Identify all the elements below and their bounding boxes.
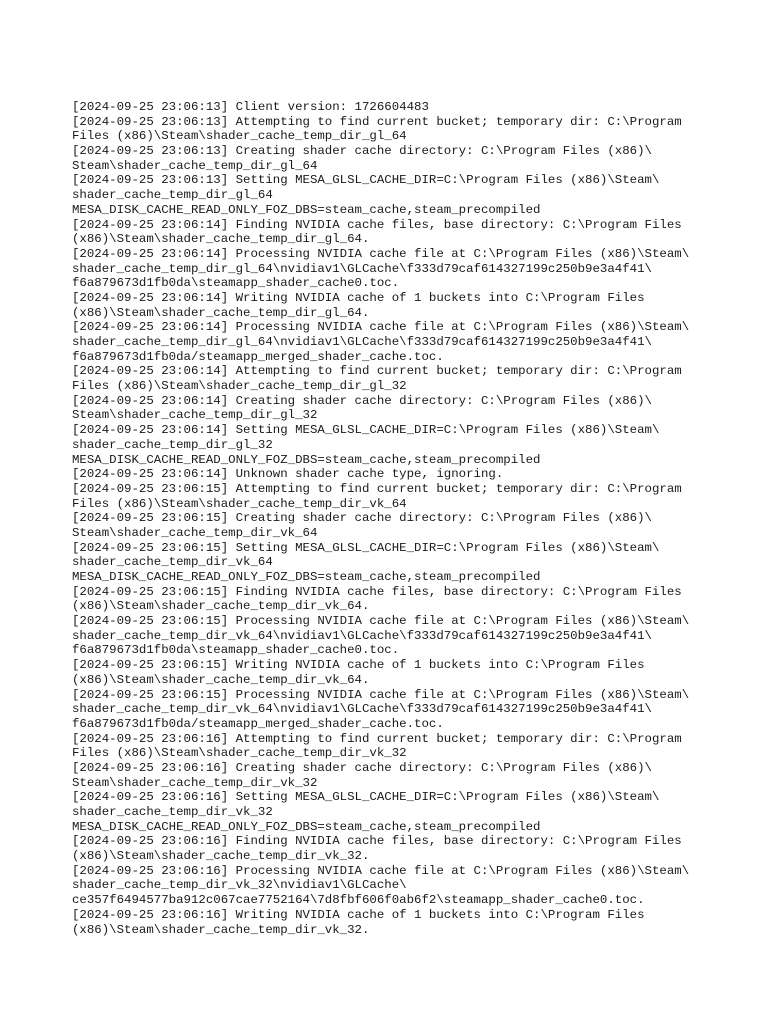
log-line: Steam\shader_cache_temp_dir_gl_64 (72, 158, 318, 173)
log-text (72, 100, 712, 937)
log-line: shader_cache_temp_dir_vk_64 (72, 555, 273, 570)
log-line: [2024-09-25 23:06:14] Finding NVIDIA cache files, base directory: C:\Program Files (72, 217, 682, 232)
log-line: [2024-09-25 23:06:13] Creating shader cache directory: C:\Program Files (x86)\ (72, 144, 652, 159)
log-line: MESA_DISK_CACHE_READ_ONLY_FOZ_DBS=steam_cache,steam_precompiled (72, 202, 541, 217)
log-line: [2024-09-25 23:06:14] Attempting to find current bucket; temporary dir: C:\Program (72, 364, 682, 379)
log-line: shader_cache_temp_dir_vk_32\nvidiav1\GLCache\ (72, 878, 407, 893)
log-line: Files (x86)\Steam\shader_cache_temp_dir_gl_32 (72, 379, 407, 394)
log-line: shader_cache_temp_dir_vk_64\nvidiav1\GLCache\f333d79caf614327199c250b9e3a4f41\ (72, 628, 652, 643)
log-line: (x86)\Steam\shader_cache_temp_dir_vk_32. (72, 849, 370, 864)
log-line: [2024-09-25 23:06:16] Creating shader cache directory: C:\Program Files (x86)\ (72, 760, 652, 775)
log-line: [2024-09-25 23:06:13] Attempting to find current bucket; temporary dir: C:\Program (72, 114, 682, 129)
log-line: shader_cache_temp_dir_vk_32 (72, 805, 273, 819)
log-line: MESA_DISK_CACHE_READ_ONLY_FOZ_DBS=steam_cache,steam_precompiled (72, 452, 541, 467)
log-line: [2024-09-25 23:06:16] Writing NVIDIA cache of 1 buckets into C:\Program Files (72, 907, 645, 922)
log-line: [2024-09-25 23:06:16] Processing NVIDIA cache file at C:\Program Files (x86)\Steam\ (72, 863, 690, 878)
log-line: (x86)\Steam\shader_cache_temp_dir_gl_64. (72, 305, 370, 320)
log-line: [2024-09-25 23:06:14] Processing NVIDIA cache file at C:\Program Files (x86)\Steam\ (72, 320, 690, 335)
log-line: shader_cache_temp_dir_gl_32 (72, 437, 273, 452)
log-line: f6a879673d1fb0da\steamapp_shader_cache0.toc. (72, 276, 400, 291)
log-line: f6a879673d1fb0da\steamapp_shader_cache0.toc. (72, 643, 400, 658)
log-line: shader_cache_temp_dir_vk_64\nvidiav1\GLCache\f333d79caf614327199c250b9e3a4f41\ (72, 702, 652, 717)
log-line: Files (x86)\Steam\shader_cache_temp_dir_vk_32 (72, 746, 407, 761)
log-line: shader_cache_temp_dir_gl_64\nvidiav1\GLCache\f333d79caf614327199c250b9e3a4f41\ (72, 335, 652, 349)
log-line: [2024-09-25 23:06:14] Creating shader cache directory: C:\Program Files (x86)\ (72, 393, 652, 408)
log-line: shader_cache_temp_dir_gl_64\nvidiav1\GLCache\f333d79caf614327199c250b9e3a4f41\ (72, 261, 652, 276)
log-line: [2024-09-25 23:06:15] Processing NVIDIA cache file at C:\Program Files (x86)\Steam\ (72, 687, 690, 702)
log-line: [2024-09-25 23:06:15] Creating shader cache directory: C:\Program Files (x86)\ (72, 511, 652, 526)
log-line: [2024-09-25 23:06:15] Attempting to find current bucket; temporary dir: C:\Program (72, 481, 682, 496)
log-line: [2024-09-25 23:06:15] Writing NVIDIA cache of 1 buckets into C:\Program Files (72, 658, 645, 673)
log-line: (x86)\Steam\shader_cache_temp_dir_vk_64. (72, 672, 370, 687)
log-line: MESA_DISK_CACHE_READ_ONLY_FOZ_DBS=steam_cache,steam_precompiled (72, 570, 541, 584)
log-line: [2024-09-25 23:06:16] Setting MESA_GLSL_CACHE_DIR=C:\Program Files (x86)\Steam\ (72, 790, 660, 805)
log-line: Steam\shader_cache_temp_dir_vk_32 (72, 775, 318, 790)
log-line: f6a879673d1fb0da/steamapp_merged_shader_cache.toc. (72, 349, 444, 364)
log-line: [2024-09-25 23:06:14] Unknown shader cache type, ignoring. (72, 467, 504, 482)
log-line: f6a879673d1fb0da/steamapp_merged_shader_cache.toc. (72, 716, 444, 731)
log-line: (x86)\Steam\shader_cache_temp_dir_vk_64. (72, 599, 370, 614)
log-line: (x86)\Steam\shader_cache_temp_dir_vk_32. (72, 922, 370, 937)
log-line: [2024-09-25 23:06:14] Setting MESA_GLSL_CACHE_DIR=C:\Program Files (x86)\Steam\ (72, 423, 660, 438)
log-line: ce357f6494577ba912c067cae7752164\7d8fbf606f0ab6f2\steamapp_shader_cache0.toc. (72, 893, 645, 908)
log-line: Files (x86)\Steam\shader_cache_temp_dir_vk_64 (72, 496, 407, 511)
log-line: Files (x86)\Steam\shader_cache_temp_dir_gl_64 (72, 129, 407, 144)
log-line: Steam\shader_cache_temp_dir_vk_64 (72, 525, 318, 540)
log-line: Steam\shader_cache_temp_dir_gl_32 (72, 408, 318, 423)
log-line: [2024-09-25 23:06:15] Processing NVIDIA cache file at C:\Program Files (x86)\Steam\ (72, 614, 690, 629)
log-line: [2024-09-25 23:06:14] Writing NVIDIA cache of 1 buckets into C:\Program Files (72, 290, 645, 305)
log-line: (x86)\Steam\shader_cache_temp_dir_gl_64. (72, 232, 370, 247)
log-line: [2024-09-25 23:06:13] Client version: 1726604483 (72, 100, 429, 114)
log-line: MESA_DISK_CACHE_READ_ONLY_FOZ_DBS=steam_cache,steam_precompiled (72, 819, 541, 834)
log-line: shader_cache_temp_dir_gl_64 (72, 188, 273, 203)
log-line: [2024-09-25 23:06:16] Finding NVIDIA cache files, base directory: C:\Program Files (72, 834, 682, 849)
log-line: [2024-09-25 23:06:15] Finding NVIDIA cache files, base directory: C:\Program Files (72, 584, 682, 599)
log-line: [2024-09-25 23:06:16] Attempting to find current bucket; temporary dir: C:\Program (72, 731, 682, 746)
log-line: [2024-09-25 23:06:13] Setting MESA_GLSL_CACHE_DIR=C:\Program Files (x86)\Steam\ (72, 173, 660, 188)
log-line: [2024-09-25 23:06:14] Processing NVIDIA cache file at C:\Program Files (x86)\Steam\ (72, 246, 690, 261)
log-line: [2024-09-25 23:06:15] Setting MESA_GLSL_CACHE_DIR=C:\Program Files (x86)\Steam\ (72, 540, 660, 555)
